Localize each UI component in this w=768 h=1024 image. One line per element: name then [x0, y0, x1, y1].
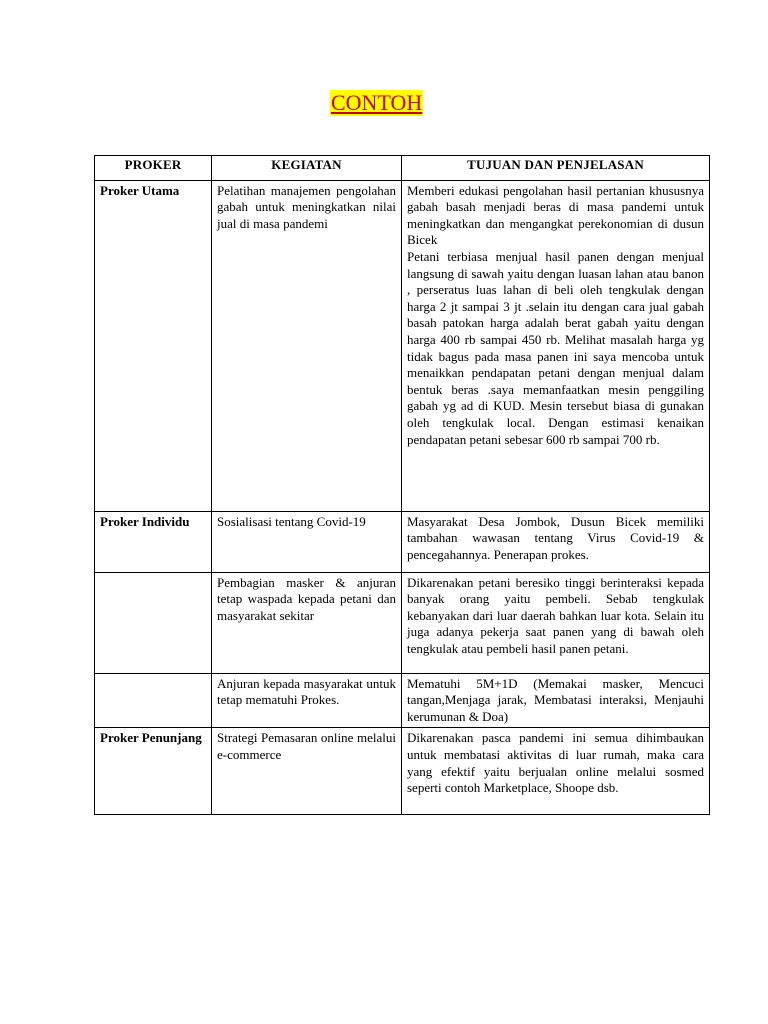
- table-row: [95, 511, 710, 572]
- kegiatan-cell: Pembagian masker & anjuran tetap waspada kepada petani dan masyarakat sekitar: [212, 572, 402, 673]
- kegiatan-cell: Strategi Pemasaran online melalui e-commerce: [212, 728, 402, 815]
- proker-table: [94, 155, 710, 815]
- table-row: [95, 180, 710, 511]
- proker-cell: [95, 572, 212, 673]
- kegiatan-cell: Pelatihan manajemen pengolahan gabah untuk meningkatkan nilai jual di masa pandemi: [212, 180, 402, 511]
- table-row: [95, 673, 710, 728]
- proker-cell: Proker Individu: [95, 511, 212, 572]
- tujuan-paragraph: Masyarakat Desa Jombok, Dusun Bicek memiliki tambahan wawasan tentang Virus Covid-19 & pencegahannya. Penerapan prokes.: [407, 513, 704, 562]
- table-row: [95, 728, 710, 815]
- table-row: [95, 572, 710, 673]
- tujuan-paragraph: Mematuhi 5M+1D (Memakai masker, Mencuci tangan,Menjaga jarak, Membatasi interaksi, Menjauhi kerumunan & Doa): [407, 675, 704, 724]
- tujuan-paragraph: Dikarenakan petani beresiko tinggi berinteraksi kepada banyak orang yaitu pembeli. Sebab tengkulak kebanyakan dari luar daerah bahkan luar kota. Selain itu juga adanya pekerja saat panen yang di bawah oleh tengkulak atau pembeli hasil panen petani.: [407, 574, 704, 656]
- header-kegiatan: KEGIATAN: [212, 156, 402, 181]
- title-container: [330, 90, 423, 116]
- table-header-row: [95, 156, 710, 181]
- tujuan-cell: [402, 180, 710, 511]
- proker-cell: Proker Utama: [95, 180, 212, 511]
- tujuan-paragraph: Petani terbiasa menjual hasil panen dengan menjual langsung di sawah yaitu dengan luasan lahan atau banon , perseratus luas lahan di beli oleh tengkulak dengan harga 2 jt sampai 3 jt .selain itu dengan cara jual gabah basah patokan harga adalah berat gabah yaitu dengan harga 400 rb sampai 450 rb. Melihat masalah harga yg tidak bagus pada masa panen ini saya mencoba untuk menaikkan pendapatan petani dengan menjual dalam bentuk beras .saya memanfaatkan mesin penggiling gabah yg ad di KUD. Mesin tersebut biasa di gunakan oleh tengkulak local. Dengan estimasi kenaikan pendapatan petani sebesar 600 rb sampai 700 rb.: [407, 248, 704, 447]
- tujuan-cell: [402, 673, 710, 728]
- header-tujuan: TUJUAN DAN PENJELASAN: [402, 156, 710, 181]
- tujuan-cell: [402, 572, 710, 673]
- kegiatan-cell: Sosialisasi tentang Covid-19: [212, 511, 402, 572]
- kegiatan-cell: Anjuran kepada masyarakat untuk tetap mematuhi Prokes.: [212, 673, 402, 728]
- tujuan-cell: [402, 511, 710, 572]
- proker-cell: Proker Penunjang: [95, 728, 212, 815]
- tujuan-paragraph: Memberi edukasi pengolahan hasil pertanian khususnya gabah basah menjadi beras di masa pandemi untuk meningkatkan dan mengangkat perekonomian di dusun Bicek: [407, 182, 704, 248]
- proker-cell: [95, 673, 212, 728]
- page-title: CONTOH: [331, 90, 423, 115]
- tujuan-cell: [402, 728, 710, 815]
- header-proker: PROKER: [95, 156, 212, 181]
- tujuan-paragraph: Dikarenakan pasca pandemi ini semua dihimbaukan untuk membatasi aktivitas di luar rumah, maka cara yang efektif yaitu berjualan online melalui sosmed seperti contoh Marketplace, Shoope dsb.: [407, 730, 704, 796]
